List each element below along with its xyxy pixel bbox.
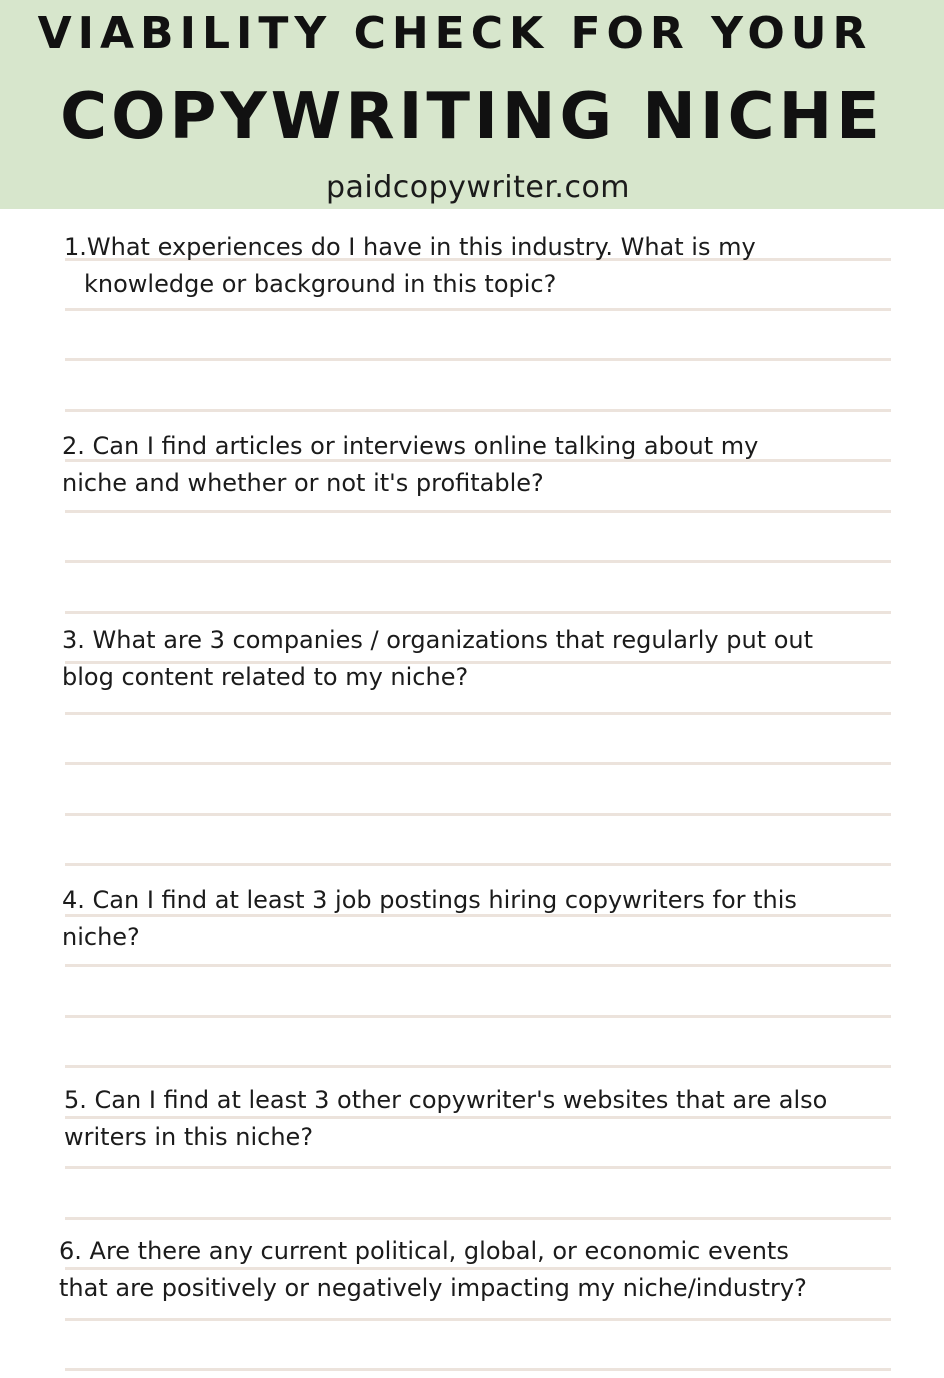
writing-line [65, 1015, 891, 1018]
question-1 [64, 229, 756, 303]
writing-line [65, 560, 891, 563]
writing-line [65, 1166, 891, 1169]
question-1-line-2: knowledge or background in this topic? [84, 270, 557, 298]
question-5-line-2: writers in this niche? [64, 1123, 314, 1151]
writing-line [65, 712, 891, 715]
writing-line [65, 964, 891, 967]
writing-line [65, 611, 891, 614]
writing-line [65, 358, 891, 361]
title-line-2 [0, 80, 944, 154]
writing-line [65, 409, 891, 412]
title-line-1-text: VIABILITY CHECK FOR YOUR [37, 8, 873, 59]
question-3-line-1: 3. What are 3 companies / organizations that regularly put out [62, 626, 814, 654]
question-2-line-1: 2. Can I find articles or interviews online talking about my [62, 432, 759, 460]
site-url-text: paidcopywriter.com [325, 170, 631, 205]
title-line-1 [0, 8, 910, 59]
question-1-line-1: What experiences do I have in this industry. What is my [86, 233, 756, 261]
question-2 [62, 428, 758, 502]
question-4-line-2: niche? [62, 923, 140, 951]
site-url [0, 170, 944, 205]
writing-line [65, 1318, 891, 1321]
question-3 [62, 622, 813, 696]
writing-line [65, 510, 891, 513]
title-line-2-text: COPYWRITING NICHE [60, 80, 884, 154]
writing-line [65, 308, 891, 311]
writing-line [65, 1065, 891, 1068]
question-4 [62, 882, 797, 956]
writing-line [65, 813, 891, 816]
question-6 [59, 1233, 807, 1307]
question-4-line-1: 4. Can I find at least 3 job postings hiring copywriters for this [62, 886, 797, 914]
question-6-line-1: 6. Are there any current political, global, or economic events [59, 1237, 789, 1265]
writing-line [65, 762, 891, 765]
writing-line [65, 863, 891, 866]
question-3-line-2: blog content related to my niche? [62, 663, 469, 691]
question-1-number: 1. [64, 233, 87, 261]
question-5-line-1: 5. Can I find at least 3 other copywriter's websites that are also [64, 1086, 828, 1114]
writing-line [65, 1217, 891, 1220]
question-6-line-2: that are positively or negatively impacting my niche/industry? [59, 1274, 807, 1302]
question-2-line-2: niche and whether or not it's profitable? [62, 469, 544, 497]
writing-line [65, 1368, 891, 1371]
question-5 [64, 1082, 827, 1156]
header-banner [0, 0, 944, 209]
